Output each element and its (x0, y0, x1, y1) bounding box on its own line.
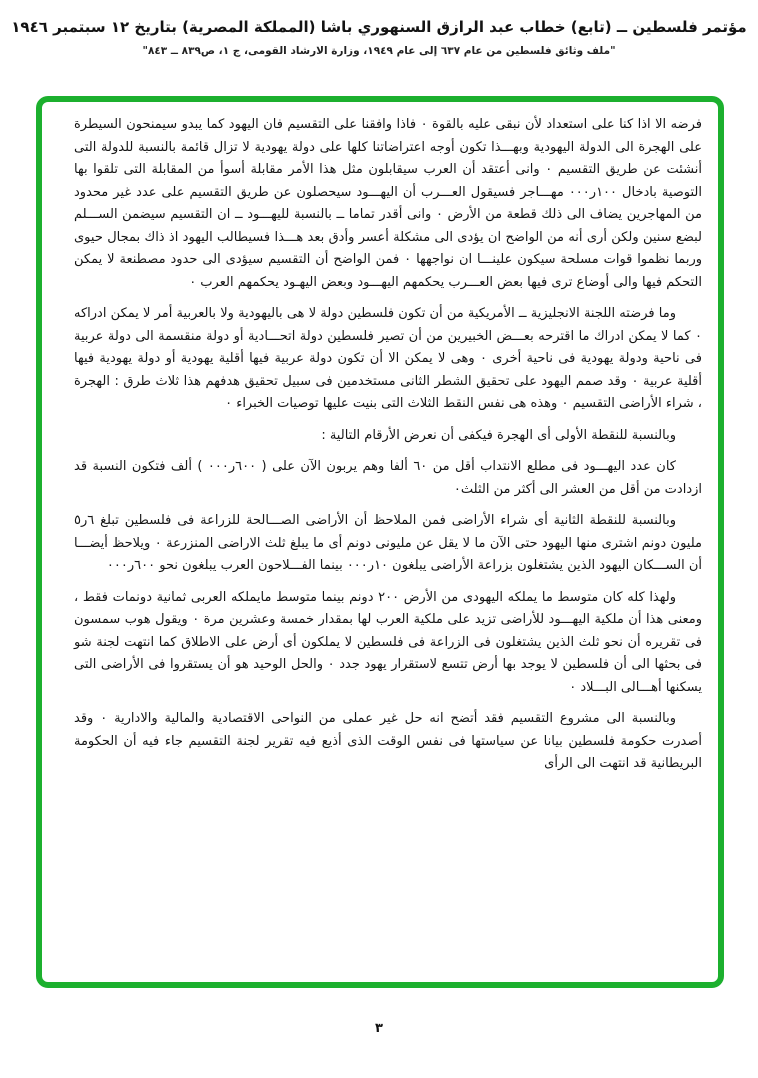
document-title: مؤتمر فلسطين ــ (تابع) خطاب عبد الرازق السنهوري باشا (المملكة المصرية) بتاريخ ١٢ سبتمبر ١٩٤٦ (11, 18, 747, 36)
paragraph: ولهذا كله كان متوسط ما يملكه اليهودى من الأرض ٢٠٠ دونم بينما متوسط مايملكه العربى ثمانية دونمات فقط ، ومعنى هذا أن ملكية اليهـــود للأراضى تزيد على ملكية العرب لها بمقدار خمسة وعشرين مرة ٠ ويقول هوب سمسون فى تقريره أن نحو ثلث الذين يشتغلون فى الزراعة فى فلسطين لا يملكون أى أرض على الاطلاق كما انتهت لجنة شو فى بحثها الى أن فلسطين لا يوجد بها أرض تتسع لاستقرار يهود جدد ٠ والحل الوحيد هو أن يستقروا فى الأراضى التى يسكنها أهـــالى البـــلاد ٠ (74, 589, 703, 695)
paragraph: كان عدد اليهـــود فى مطلع الانتداب أقل من ٦٠ ألفا وهم يربون الآن على ( ٦٠٠ر٠٠٠ ) ألف فتكون النسبة قد ازدادت من أقل من العشر الى أكثر من الثلث٠ (74, 459, 702, 497)
green-annotation-frame (36, 96, 724, 988)
paragraph: وبالنسبة الى مشروع التقسيم فقد أتضح انه حل غير عملى من النواحى الاقتصادية والمالية والادارية ٠ وقد أصدرت حكومة فلسطين بيانا عن سياستها فى نفس الوقت الذى أذيع فيه تقرير لجنة التقسيم جاء فيه أن الحكومة البريطانية قد انتهت الى الرأى (74, 711, 702, 771)
paragraph: فرضه الا اذا كنا على استعداد لأن نبقى عليه بالقوة ٠ فاذا وافقنا على التقسيم فان اليهود كما يبدو سيمنحون السيطرة على الهجرة الى الدولة اليهودية وبهـــذا تكون أوجه اعتراضاتنا كلها على دولة يهودية لا تزال قائمة بالنسبة للدولة التى أنشئت عن طريق التقسيم ٠ وانى أعتقد أن العرب سيقابلون مثل هذا الأمر مقابلة أسوأ من المقابلة التى تلقوا بها التوصية بادخال ١٠٠ر٠٠٠ مهـــاجر فسيقول العـــرب أن اليهـــود سيحصلون عن طريق التقسيم على عدد غير محدود من المهاجرين يضاف الى ذلك قطعة من الأرض ٠ وانى أقدر تماما ــ بالنسبة لليهـــود ــ ان التقسيم سيضمن الســـلم لبضع سنين ولكن أرى أنه من الواضح ان يؤدى الى مشكلة أعسر وأدق بعد هـــذا فسيطالب اليهود اذ ذاك بمجال حيوى وربما نظموا قوات مسلحة سيكون علينـــا ان نواجهها ٠ فمن الواضح أن التقسيم سيؤدى الى حدود مصطنعة لا يمكن التحكم فيها والى أوضاع ترى فيها بعض العـــرب يحكمهم اليهـــود وبعض اليهـود يحكمهم العرب ٠ (74, 117, 703, 290)
document-header (0, 18, 758, 57)
document-source-citation: "ملف وثائق فلسطين من عام ٦٣٧ إلى عام ١٩٤٩، وزارة الارشاد القومى، ج ١، ص٨٣٩ ــ ٨٤٣" (142, 45, 616, 57)
page-number: ٣ (375, 1021, 383, 1036)
document-body (42, 102, 718, 982)
paragraph: وبالنسبة للنقطة الثانية أى شراء الأراضى فمن الملاحظ أن الأراضى الصـــالحة للزراعة فى فلسطين تبلغ ٦ر٥ مليون دونم اشترى منها اليهود حتى الآن ما لا يقل عن مليونى دونم أى ما يبلغ ثلث الاراضى المنزرعة ٠ ويلاحظ أيضـــا أن الســـكان اليهود الذين يشتغلون بزراعة الأراضى يبلغون ١٠ر٠٠٠ بينما الفـــلاحون العرب يبلغون نحو ٦٠٠ر٠٠٠ (74, 513, 702, 573)
paragraph: وما فرضته اللجنة الانجليزية ــ الأمريكية من أن تكون فلسطين دولة لا هى باليهودية ولا بالعربية أمر لا يمكن ادراكه ٠ كما لا يمكن ادراك ما اقترحه بعـــض الخبيرين من أن تصير فلسطين دولة اتحـــادية أو دولة منقسمة الى دولة عربية فى ناحية ودولة يهودية فى ناحية أخرى ٠ وهى لا يمكن الا أن تكون دولة عربية فيها أقلية يهودية أو دولة يهودية فيها أقلية عربية ٠ وقد صمم اليهود على تحقيق الشطر الثانى مستخدمين فى سبيل تحقيق هدفهم هذا ثلاث طرق : الهجرة ، شراء الأراضى التقسيم ٠ وهذه هى نفس النقط الثلاث التى بنيت عليها توصيات الخبراء ٠ (74, 306, 703, 411)
paragraph: وبالنسبة للنقطة الأولى أى الهجرة فيكفى أن نعرض الأرقام التالية : (321, 427, 676, 443)
